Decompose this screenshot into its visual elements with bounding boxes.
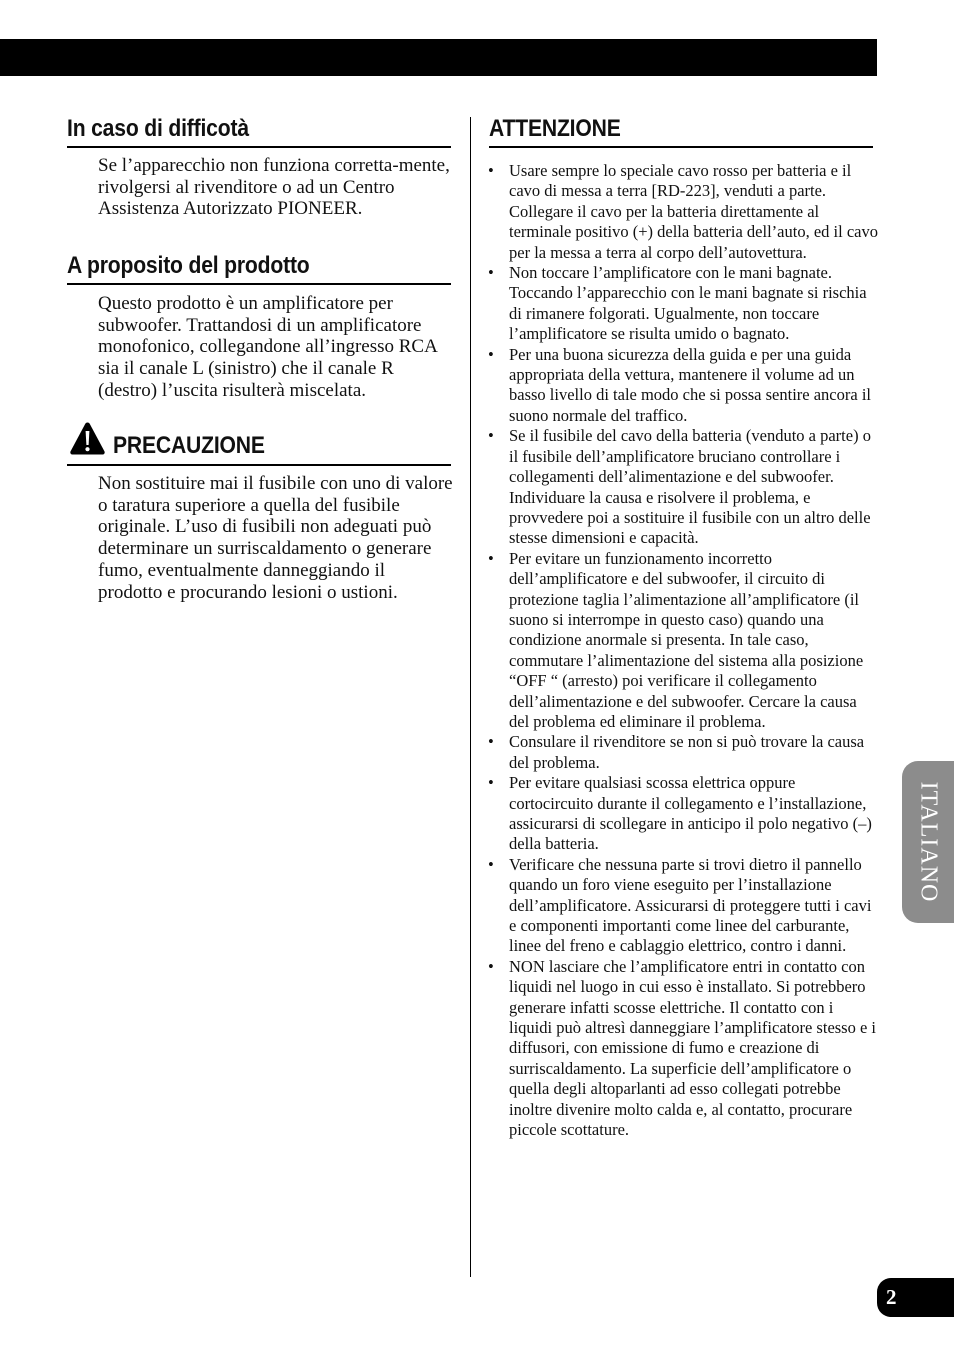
list-item-text: Per evitare qualsiasi scossa elettrica oppure cortocircuito durante il collegamento e l’installazione, assicurarsi di scollegare in anticipo il polo negativo (–) della batteria. — [509, 773, 872, 854]
list-item — [488, 957, 878, 1141]
list-item-text: NON lasciare che l’amplificatore entri in contatto con liquidi nel luogo in cui esso è installato. Si potrebbero generare infatti scosse elettriche. Il contatto con i liquidi può altresì danneggiare l’amplificatore stesso e i diffusori, con emissione di fumo e creazione di surriscaldamento. La superficie dell’amplificatore o quella degli altoparlanti ad esso collegati potrebbe inoltre divenire molto calda e, al contatto, procurare piccole scottature. — [509, 956, 877, 1140]
heading-attention: ATTENZIONE — [489, 115, 621, 142]
bullet-icon: • — [488, 854, 494, 874]
bullet-icon: • — [488, 956, 494, 976]
bullet-icon: • — [488, 344, 494, 364]
paragraph-difficulty: Se l’apparecchio non funziona corretta-mente, rivolgersi al rivenditore o ad un Centro Assistenza Autorizzato PIONEER. — [98, 155, 450, 220]
list-item-text: Verificare che nessuna parte si trovi dietro il pannello quando un foro viene eseguito per l’installazione dell’amplificatore. Assicurarsi di proteggere tutti i cavi e componenti importanti come linee del carburante, linee del freno e cablaggio elettrico, contro i danni. — [509, 854, 872, 956]
heading-caution: PRECAUZIONE — [113, 432, 265, 459]
list-item — [488, 426, 878, 548]
list-item — [488, 263, 878, 345]
page-number: 2 — [886, 1285, 897, 1309]
list-item — [488, 732, 878, 773]
page-number-badge — [877, 1278, 954, 1317]
warning-triangle-icon — [69, 421, 106, 456]
paragraph-caution: Non sostituire mai il fusibile con uno di valore o taratura superiore a quella del fusibile originale. L’uso di fusibili non adeguati può determinare un surriscaldamento o generare fumo, eventualmente danneggiando il prodotto e procurando lesioni o ustioni. — [98, 473, 453, 603]
list-item-text: Consulare il rivenditore se non si può trovare la causa del problema. — [509, 732, 865, 772]
bullet-icon: • — [488, 426, 494, 446]
bullet-icon: • — [488, 773, 494, 793]
bullet-icon: • — [488, 732, 494, 752]
header-bar — [0, 39, 877, 76]
paragraph-product: Questo prodotto è un amplificatore per subwoofer. Trattandosi di un amplificatore monofonico, collegandone all’ingresso RCA sia il canale L (sinistro) che il canale R (destro) l’uscita risulterà miscelata. — [98, 293, 437, 401]
column-divider — [470, 117, 471, 1277]
list-item-text: Usare sempre lo speciale cavo rosso per batteria e il cavo di messa a terra [RD-223], venduti a parte. Collegare il cavo per la batteria direttamente al terminale positivo (+) della batteria dell’auto, ed il cavo per la messa a terra al corpo dell’autovettura. — [509, 161, 878, 262]
bullet-icon: • — [488, 161, 494, 180]
heading-rule-product — [67, 283, 451, 285]
attention-list — [488, 161, 878, 1141]
heading-rule-difficulty — [67, 146, 451, 148]
language-tab — [902, 761, 954, 923]
heading-difficulty: In caso di difficotà — [67, 115, 249, 142]
heading-rule-attention — [489, 146, 873, 148]
list-item — [488, 773, 878, 855]
list-item — [488, 345, 878, 427]
bullet-icon: • — [488, 548, 494, 568]
list-item-text: Per evitare un funzionamento incorretto dell’amplificatore e del subwoofer, il circuito di protezione taglia l’alimentazione all’amplificatore (il suono si interrompe in questo caso) quando una condizione anormale si presenta. In tale caso, commutare l’alimentazione del sistema alla posizione “OFF “ (arresto) poi verificare il collegamento dell’alimentazione e del subwoofer. Cercare la causa del problema ed eliminare il problema. — [509, 548, 864, 731]
list-item-text: Non toccare l’amplificatore con le mani bagnate. Toccando l’apparecchio con le mani bagnate si rischia di rimanere folgorati. Ugualmente, non toccare l’amplificatore se risulta umido o bagnato. — [509, 263, 867, 344]
list-item — [488, 161, 878, 263]
list-item — [488, 855, 878, 957]
heading-product: A proposito del prodotto — [67, 252, 310, 279]
bullet-icon: • — [488, 263, 494, 283]
list-item-text: Se il fusibile del cavo della batteria (venduto a parte) o il fusibile dell’amplificatore bruciano controllare i collegamenti dell’alimentazione e del subwoofer. Individuare la causa e risolvere il problema, e provvedere poi a sostituire il fusibile con un altro delle stesse dimensioni e capacità. — [509, 426, 871, 548]
language-tab-label: ITALIANO — [915, 781, 942, 903]
heading-rule-caution — [67, 464, 451, 466]
list-item — [488, 549, 878, 733]
list-item-text: Per una buona sicurezza della guida e per una guida appropriata della vettura, mantenere il volume ad un basso livello di tale modo che si possa sentire ancora il suono normale del traffico. — [509, 344, 871, 425]
